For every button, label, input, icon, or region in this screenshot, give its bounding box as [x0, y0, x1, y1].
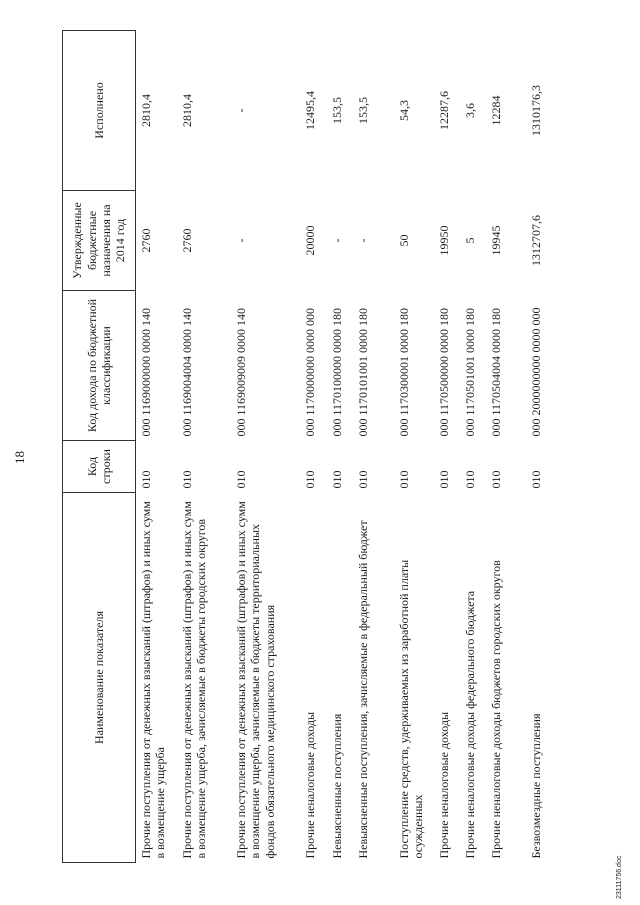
row-name: Поступление средств, удерживаемых из заработной платы осужденных — [397, 559, 426, 859]
col-header-kbk: Код дохода по бюджетной классификации — [63, 291, 136, 441]
row-code: 010 — [139, 470, 153, 489]
row-code: 010 — [356, 470, 370, 489]
row-kbk: 000 1169009009 0000 140 — [234, 307, 248, 437]
row-executed: 12495,4 — [303, 91, 317, 130]
row-kbk: 000 1169000000 0000 140 — [139, 307, 153, 437]
row-executed: 12284 — [489, 95, 503, 126]
row-code: 010 — [529, 470, 543, 489]
row-kbk: 000 1169004004 0000 140 — [180, 307, 194, 437]
row-approved: 19950 — [437, 225, 451, 256]
table-row — [300, 31, 327, 863]
row-code: 010 — [303, 470, 317, 489]
row-kbk: 000 1170300001 0000 180 — [397, 307, 411, 437]
table-row — [327, 31, 353, 863]
row-executed: 2810,4 — [139, 94, 153, 127]
row-executed: 54,3 — [397, 100, 411, 121]
row-executed: 1310176,3 — [529, 85, 543, 136]
table-row — [486, 31, 526, 863]
income-table — [62, 30, 554, 863]
row-approved: 19945 — [489, 225, 503, 256]
table-row — [394, 31, 434, 863]
row-approved: 1312707,6 — [529, 215, 543, 266]
col-header-executed: Исполнено — [63, 31, 136, 191]
row-executed: - — [234, 108, 248, 113]
row-kbk: 000 1170501001 0000 180 — [463, 307, 477, 437]
row-code: 010 — [489, 470, 503, 489]
row-approved: 2760 — [139, 228, 153, 253]
row-code: 010 — [330, 470, 344, 489]
row-executed: 12287,6 — [437, 91, 451, 130]
row-code: 010 — [463, 470, 477, 489]
page-number: 18 — [12, 451, 27, 464]
col-header-approved: Утвержденные бюджетные назначения на 2014 год — [63, 191, 136, 291]
row-code: 010 — [234, 470, 248, 489]
row-code: 010 — [397, 470, 411, 489]
row-name: Прочие поступления от денежных взысканий (штрафов) и иных сумм в возмещение ущерба — [139, 501, 168, 859]
row-name: Прочие неналоговые доходы — [303, 711, 317, 859]
row-approved: 50 — [397, 234, 411, 247]
col-header-name: Наименование показателя — [63, 493, 136, 863]
row-code: 010 — [437, 470, 451, 489]
row-kbk: 000 1170100000 0000 180 — [330, 307, 344, 437]
row-name: Безвозмездные поступления — [529, 713, 543, 859]
row-name: Прочие неналоговые доходы бюджетов городских округов — [489, 560, 503, 859]
row-name: Невыясненные поступления, зачисляемые в федеральный бюджет — [356, 520, 370, 859]
row-executed: 153,5 — [330, 97, 344, 124]
row-approved: 2760 — [180, 228, 194, 253]
row-approved: 5 — [463, 237, 477, 244]
table-row — [136, 31, 178, 863]
row-kbk: 000 1170101001 0000 180 — [356, 307, 370, 437]
row-kbk: 000 2000000000 0000 000 — [529, 307, 543, 437]
table-row — [526, 31, 554, 863]
row-name: Прочие поступления от денежных взысканий (штрафов) и иных сумм в возмещение ущерба, зачисляемые в бюджеты территориальных фондов обязательного медицинского страхования — [234, 501, 277, 859]
file-name: 23111756.doc — [616, 855, 623, 899]
row-name: Прочие поступления от денежных взысканий (штрафов) и иных сумм в возмещение ущерба, зачисляемые в бюджеты городских округов — [180, 501, 209, 859]
row-name: Прочие неналоговые доходы — [437, 711, 451, 859]
row-executed: 3,6 — [463, 103, 477, 118]
row-executed: 153,5 — [356, 97, 370, 124]
table-row — [460, 31, 486, 863]
table-row — [434, 31, 460, 863]
row-approved: - — [356, 238, 370, 243]
row-approved: - — [330, 238, 344, 243]
row-approved: - — [234, 238, 248, 243]
table-row — [353, 31, 394, 863]
row-name: Невыясненные поступления — [330, 713, 344, 859]
row-kbk: 000 1170504004 0000 180 — [489, 307, 503, 437]
col-header-code: Код строки — [63, 441, 136, 493]
row-name: Прочие неналоговые доходы федерального бюджета — [463, 590, 477, 859]
row-executed: 2810,4 — [180, 94, 194, 127]
header-row — [63, 31, 136, 863]
table-row — [177, 31, 231, 863]
row-approved: 20000 — [303, 225, 317, 256]
row-code: 010 — [180, 470, 194, 489]
row-kbk: 000 1170000000 0000 000 — [303, 307, 317, 437]
row-kbk: 000 1170500000 0000 180 — [437, 307, 451, 437]
table-row — [231, 31, 300, 863]
